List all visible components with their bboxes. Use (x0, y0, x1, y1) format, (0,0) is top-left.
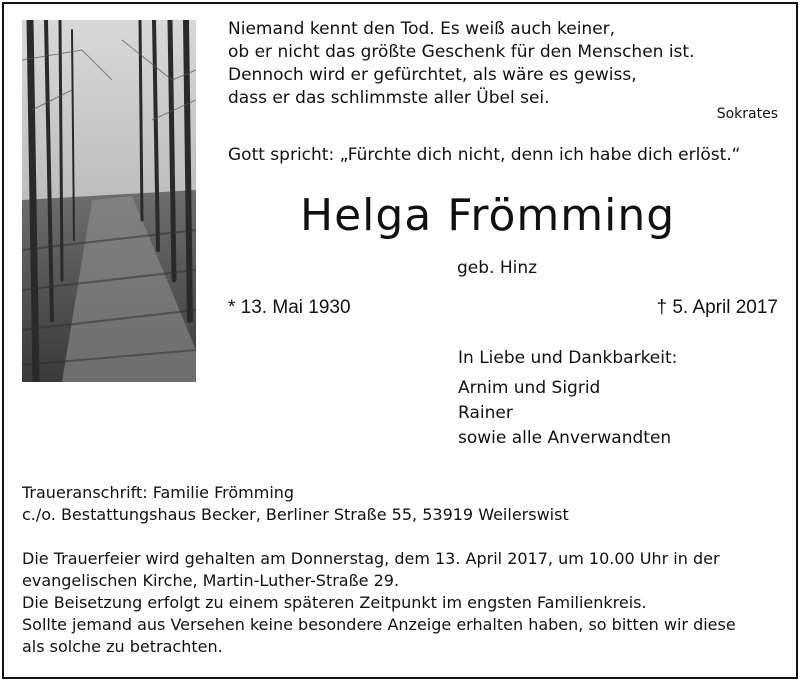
quote-line: Niemand kennt den Tod. Es weiß auch keiner, (228, 19, 616, 39)
mourning-address (22, 482, 569, 526)
mourner-name: sowie alle Anverwandten (458, 428, 672, 448)
death-date: † 5. April 2017 (656, 297, 778, 318)
sokrates-quote (228, 18, 695, 110)
mourners-heading: In Liebe und Dankbarkeit: (458, 348, 678, 368)
ceremony-info (22, 548, 736, 658)
ceremony-line: Sollte jemand aus Versehen keine besondere Anzeige erhalten haben, so bitten wir diese (22, 615, 736, 634)
scripture-verse: Gott spricht: „Fürchte dich nicht, denn ich habe dich erlöst.“ (228, 145, 741, 165)
address-line: c./o. Bestattungshaus Becker, Berliner Straße 55, 53919 Weilerswist (22, 505, 569, 524)
forest-path-photo (22, 20, 196, 382)
mourner-name: Rainer (458, 403, 513, 423)
quote-line: ob er nicht das größte Geschenk für den Menschen ist. (228, 42, 695, 62)
maiden-name: geb. Hinz (457, 258, 538, 278)
birth-date: * 13. Mai 1930 (228, 297, 351, 318)
deceased-name: Helga Frömming (300, 190, 676, 241)
quote-author: Sokrates (716, 106, 778, 122)
address-line: Traueranschrift: Familie Frömming (22, 483, 295, 502)
ceremony-line: als solche zu betrachten. (22, 637, 223, 656)
ceremony-line: evangelischen Kirche, Martin-Luther-Straße 29. (22, 571, 400, 590)
mourners-block (458, 346, 677, 451)
mourner-name: Arnim und Sigrid (458, 378, 601, 398)
ceremony-line: Die Beisetzung erfolgt zu einem späteren Zeitpunkt im engsten Familienkreis. (22, 593, 647, 612)
quote-line: Dennoch wird er gefürchtet, als wäre es gewiss, (228, 65, 637, 85)
ceremony-line: Die Trauerfeier wird gehalten am Donnerstag, dem 13. April 2017, um 10.00 Uhr in der (22, 549, 720, 568)
quote-line: dass er das schlimmste aller Übel sei. (228, 88, 550, 108)
